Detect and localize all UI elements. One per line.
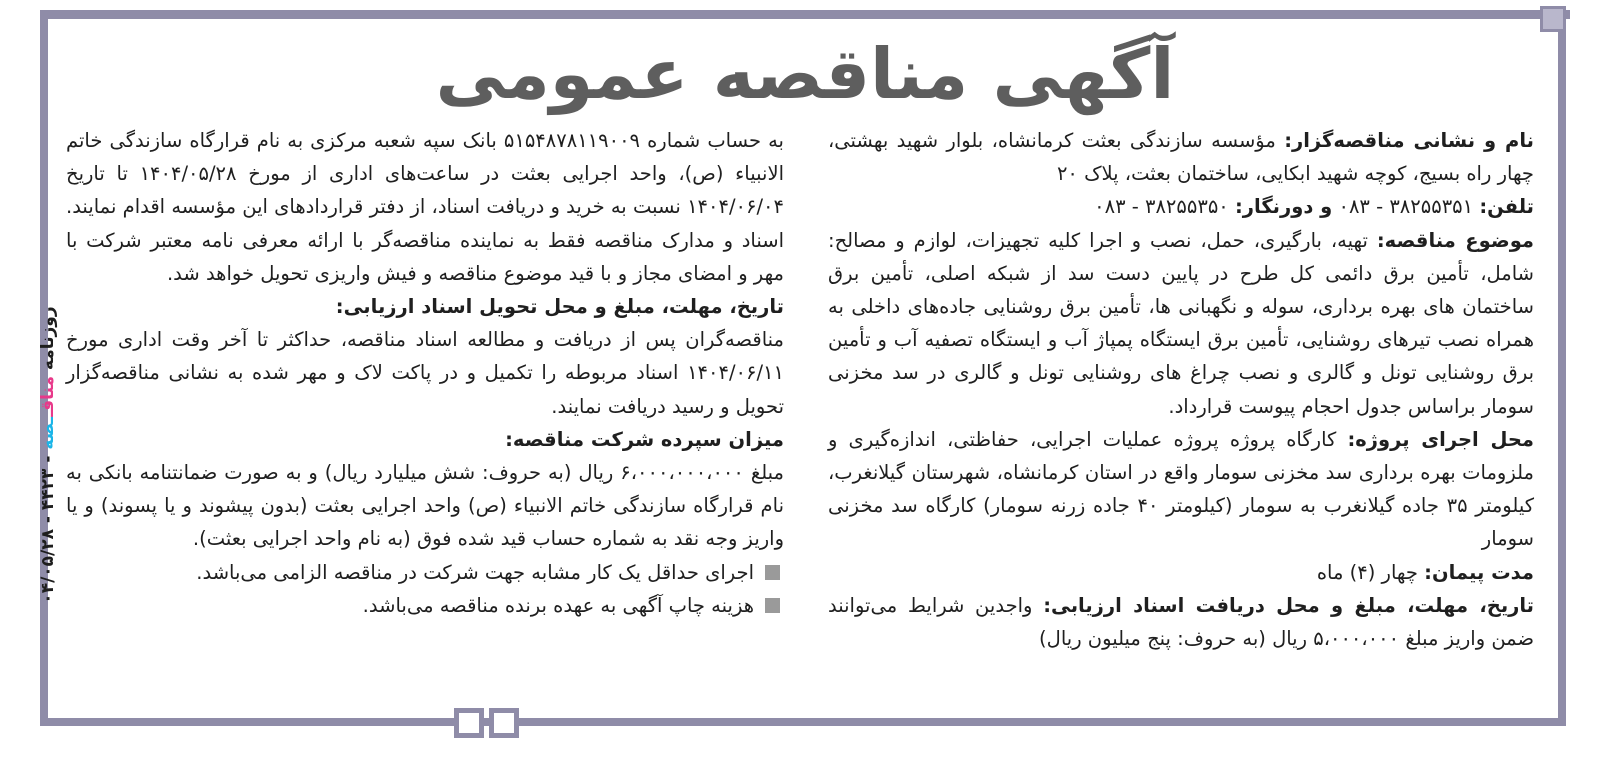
docs-text: واجدین شرایط می‌توانند ضمن واریز مبلغ ۵،۰۰۰،۰۰۰ ریال (به حروف: پنج میلیون ریال): [828, 593, 1534, 651]
right-column: [828, 124, 1534, 655]
location-text: کارگاه پروژه پروژه عملیات اجرایی، حفاظتی، اندازه‌گیری و ملزومات بهره برداری سد مخزنی سومار واقع در استان کرمانشاه، شهرستان گیلانغرب، کیلومتر ۳۵ جاده گیلانغرب به سومار (کیلومتر ۴۰ جاده زرنه سومار) کارگاه سد مخزنی سومار: [828, 427, 1534, 551]
newspaper-side-label: [34, 305, 62, 605]
newspaper-brand-part1: مناقـ: [38, 376, 58, 417]
duration-text: چهار (۴) ماه: [1316, 560, 1425, 584]
duration-label: مدت پیمان:: [1424, 560, 1534, 584]
docs-paragraph: [828, 589, 1534, 655]
corner-ornament: [1540, 6, 1566, 32]
deposit-paragraph: مبلغ ۶،۰۰۰،۰۰۰،۰۰۰ ریال (به حروف: شش میلیارد ریال) و به صورت ضمانتنامه بانکی به نام قرارگاه سازندگی خاتم الانبیاء (ص) واحد اجرایی بعثت (بدون پیشوند و یا پسوند) و یا واریز وجه نقد به شماره حساب قید شده فوق (به نام واحد اجرایی بعثت).: [66, 461, 784, 551]
newspaper-brand-part2: ـصه: [38, 416, 58, 450]
square-bullet-icon: [765, 598, 780, 613]
fax-label: و دورنگار:: [1234, 195, 1333, 219]
deposit-heading: میزان سپرده شرکت مناقصه:: [505, 427, 784, 451]
bullet-text: اجرای حداقل یک کار مشابه جهت شرکت در مناقصه الزامی می‌باشد.: [196, 560, 754, 584]
issue-and-date: - ۴۴۲۳ - ۰۴/۰۵/۲۸: [38, 449, 58, 604]
location-label: محل اجرای پروژه:: [1347, 427, 1534, 451]
bottom-ornament-box: [454, 708, 484, 738]
contact-paragraph: [828, 190, 1534, 223]
list-item: [66, 589, 784, 622]
bottom-ornament-box: [489, 708, 519, 738]
payment-paragraph: به حساب شماره ۵۱۵۴۸۷۸۱۱۹۰۰۹ بانک سپه شعبه مرکزی به نام قرارگاه سازندگی خاتم الانبیاء (ص)، واحد اجرایی بعثت در ساعت‌های اداری از مورخ ۱۴۰۴/۰۵/۲۸ تا تاریخ ۱۴۰۴/۰۶/۰۴ نسبت به خرید و دریافت اسناد، از دفتر قراردادهای این مؤسسه اقدام نمایند. اسناد و مدارک مناقصه فقط به نماینده مناقصه‌گر با ارائه معرفی نامه معتبر شرکت با مهر و امضای مجاز و با قید موضوع مناقصه و فیش واریزی تحویل خواهد شد.: [66, 129, 784, 285]
subject-text: تهیه، بارگیری، حمل، نصب و اجرا کلیه تجهیزات، لوازم و مصالح: شامل، تأمین برق دائمی کل طرح در پایین دست سد از شبکه اصلی، تأمین برق ساختمان های بهره برداری، سوله و نگهبانی ها، تأمین برق روشنایی جاده‌های داخلی به همراه نصب تیرهای روشنایی، تأمین برق ایستگاه پمپاژ آب و ایستگاه تصفیه آب و تأمین برق روشنایی تونل و گالری و نصب چراغ های روشنایی تونل و گالری در سد مخزنی سومار براساس جدول احجام پیوست قرارداد.: [828, 228, 1534, 418]
delivery-paragraph: مناقصه‌گران پس از دریافت و مطالعه اسناد مناقصه، حداکثر تا آخر وقت اداری مورخ ۱۴۰۴/۰۶/۱۱ اسناد مربوطه را تکمیل و در پاکت لاک و مهر شده به نشانی مناقصه‌گزار تحویل و رسید دریافت نمایند.: [66, 328, 784, 418]
bullet-text: هزینه چاپ آگهی به عهده برنده مناقصه می‌باشد.: [362, 593, 754, 617]
left-column: [66, 124, 784, 622]
organizer-paragraph: [828, 124, 1534, 190]
docs-label: تاریخ، مهلت، مبلغ و محل دریافت اسناد ارزیابی:: [1043, 593, 1535, 617]
duration-paragraph: [828, 556, 1534, 589]
frame-top-border: [40, 10, 1570, 19]
phone-label: تلفن:: [1479, 195, 1534, 219]
organizer-label: نام و نشانی مناقصه‌گزار:: [1284, 129, 1534, 152]
frame-bottom-border: [40, 718, 1560, 726]
list-item: [66, 556, 784, 589]
side-label-prefix: روزنامه: [38, 306, 58, 376]
fax-value: ۳۸۲۵۵۳۵۰ - ۰۸۳: [1094, 195, 1235, 219]
subject-paragraph: [828, 224, 1534, 423]
subject-label: موضوع مناقصه:: [1376, 228, 1534, 252]
delivery-heading: تاریخ، مهلت، مبلغ و محل تحویل اسناد ارزیابی:: [335, 295, 784, 319]
phone-value: ۳۸۲۵۵۳۵۱ - ۰۸۳: [1332, 195, 1480, 219]
organizer-text: مؤسسه سازندگی بعثت کرمانشاه، بلوار شهید بهشتی، چهار راه بسیج، کوچه شهید ابکایی، ساختمان بعثت، پلاک ۲۰: [828, 129, 1534, 186]
square-bullet-icon: [765, 565, 780, 580]
page-title: آگهی مناقصه عمومی: [435, 33, 1175, 115]
frame-right-border: [1558, 26, 1566, 726]
location-paragraph: [828, 423, 1534, 556]
